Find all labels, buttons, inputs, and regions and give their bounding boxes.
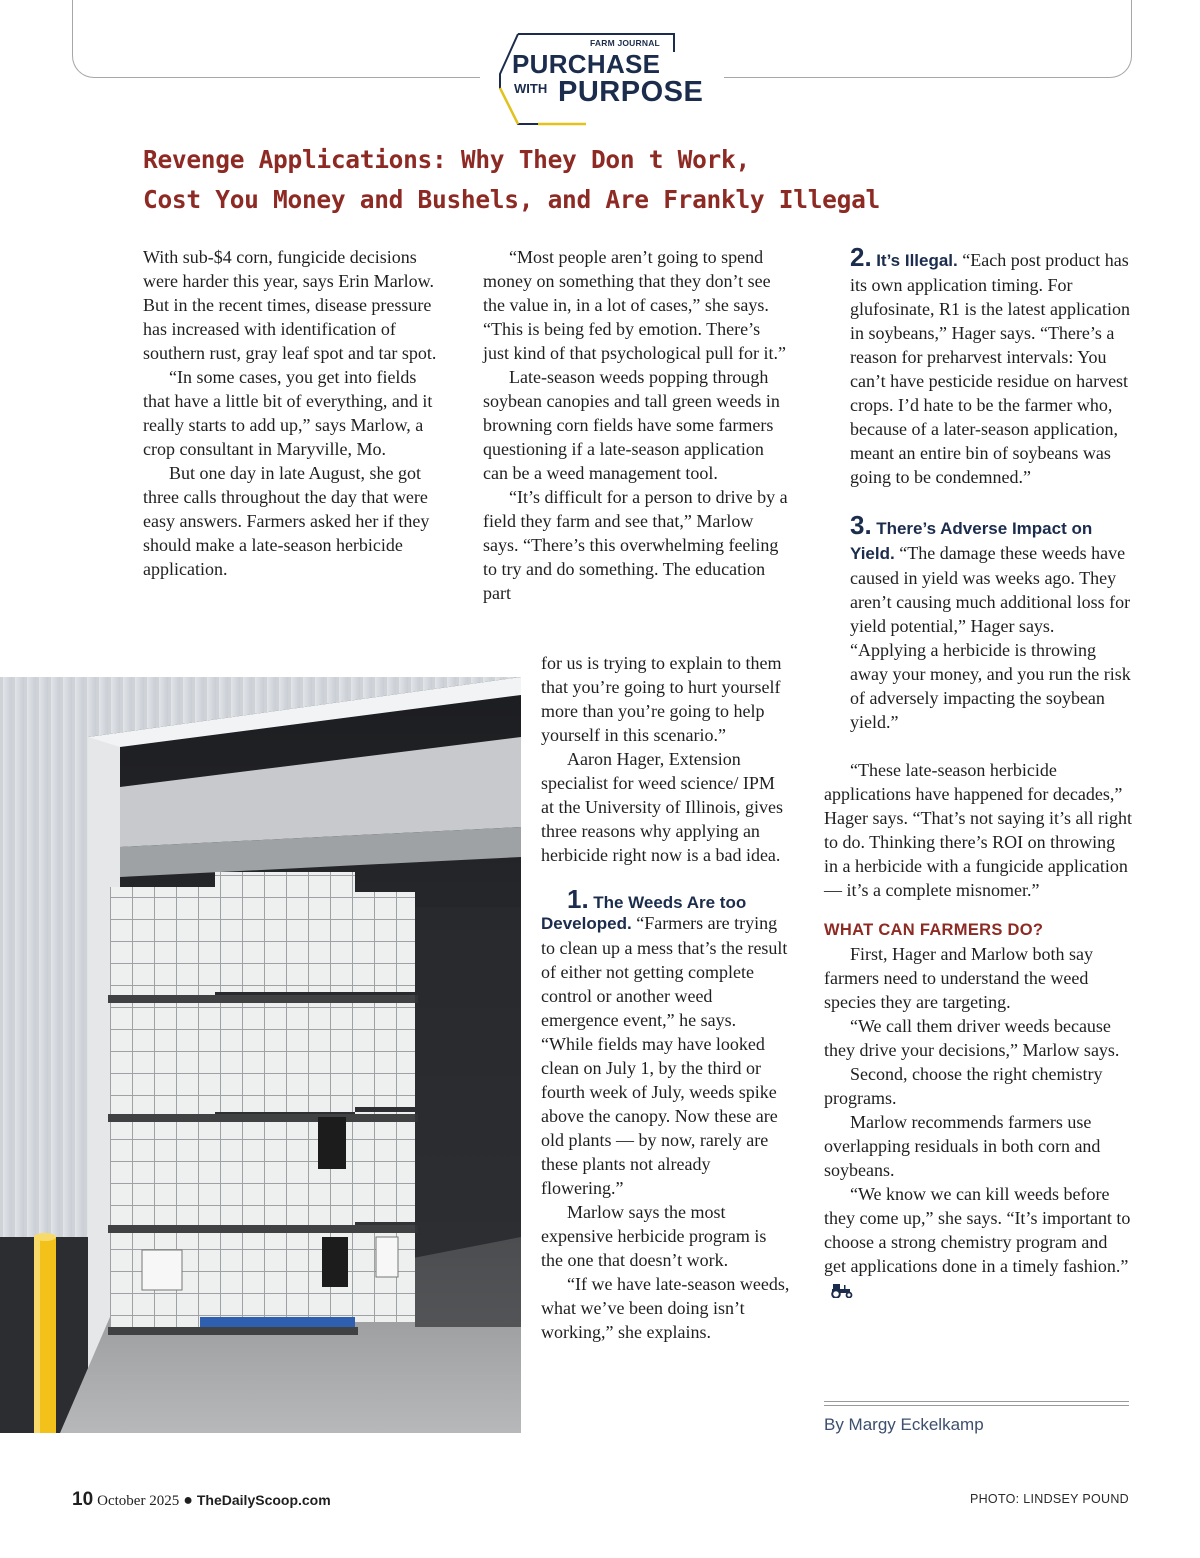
issue-date: October 2025 — [97, 1493, 180, 1509]
photo-credit: PHOTO: LINDSEY POUND — [969, 1492, 1129, 1506]
paragraph: “These late-season herbicide applications have happened for decades,” Hager says. “That’s not saying it’s all right to do. Thinking there’s ROI on throwing in a herbicide with a fungicide application — it’s a complete misnomer.” — [824, 760, 1132, 900]
tote-stack — [108, 872, 521, 1335]
reason-number: 2. — [850, 242, 872, 272]
bullet-separator: ● — [183, 1492, 197, 1509]
paragraph: Marlow says the most expensive herbicide program is the one that doesn’t work. — [541, 1202, 767, 1270]
logo-line-purchase: PURCHASE — [512, 49, 661, 79]
paragraph: With sub-$4 corn, fungicide decisions were harder this year, says Erin Marlow. But in the recent times, disease pressure has increased with identification of southern rust, gray leaf spot and tar spot. — [143, 247, 437, 363]
logo-line-purpose: PURPOSE — [558, 76, 704, 108]
reason-text: “The damage these weeds have caused in yield was weeks ago. They aren’t causing much additional loss for yield potential,” Hager says. “Applying a herbicide is throwing away your money, and you run the risk of adversely impacting the soybean yield.” — [850, 543, 1131, 732]
reason-heading: It’s Illegal. — [876, 251, 958, 270]
reason-number: 3. — [850, 510, 872, 540]
warehouse-photo — [0, 677, 521, 1433]
byline-rule-bottom — [824, 1405, 1129, 1406]
article-title — [143, 140, 1123, 220]
column-1 — [143, 245, 443, 581]
reason-heading: There’s Adverse Impact on Yield. — [850, 519, 1093, 563]
reason-3 — [824, 510, 1132, 734]
paragraph: Late-season weeds popping through soybean canopies and tall green weeds in browning corn fields have some farmers questioning if a late-season application can be a weed management tool. — [483, 367, 780, 483]
reason-text: “Each post product has its own application timing. For glufosinate, R1 is the latest application in soybeans,” Hager says. “There’s a reason for preharvest intervals: You can’t have pesticide residue on harvest crops. I’d hate to be the farmer who, because of a later-season application, meant an entire bin of soybeans was going to be condemned.” — [850, 250, 1130, 487]
warehouse-totes-illustration — [0, 677, 521, 1433]
paragraph: “If we have late-season weeds, what we’ve been doing isn’t working,” she explains. — [541, 1274, 790, 1342]
column-2-top — [483, 245, 789, 605]
paragraph: But one day in late August, she got three calls throughout the day that were easy answers. Farmers asked her if they should make a late-season herbicide application. — [143, 463, 430, 579]
page-number: 10 — [72, 1489, 94, 1510]
reason-heading-first: The Weeds Are too — [593, 893, 747, 912]
logo-word-with: WITH — [514, 81, 548, 96]
byline: By Margy Eckelkamp — [824, 1415, 984, 1434]
reason-number: 1. — [567, 884, 589, 914]
paragraph: “It’s difficult for a person to drive by a field they farm and see that,” Marlow says. “There’s this overwhelming feeling to try and do something. The education part — [483, 487, 788, 603]
paragraph: Aaron Hager, Extension specialist for weed science/ IPM at the University of Illinois, gives three reasons why applying an herbicide right now is a bad idea. — [541, 749, 783, 865]
spacer — [824, 902, 1132, 918]
paragraph: “Most people aren’t going to spend money on something that they don’t see the value in, in a lot of cases,” she says. “This is being fed by emotion. There’s just kind of that psychological pull for it.” — [483, 247, 786, 363]
column-3 — [824, 242, 1132, 1302]
spacer — [824, 734, 1132, 758]
paragraph: Marlow recommends farmers use overlapping residuals in both corn and soybeans. — [824, 1112, 1101, 1180]
reason-heading-rest: Developed. — [541, 914, 632, 933]
paragraph-text: “We know we can kill weeds before they come up,” she says. “It’s important to choose a strong chemistry program and get applications done in a timely fashion.” — [824, 1184, 1131, 1276]
tractor-icon — [830, 1282, 856, 1298]
reason-2 — [824, 242, 1132, 489]
byline-rule-top — [824, 1401, 1129, 1402]
website-link[interactable]: TheDailyScoop.com — [196, 1492, 331, 1508]
paragraph: “In some cases, you get into fields that have a little bit of everything, and it really starts to add up,” says Marlow, a crop consultant in Maryville, Mo. — [143, 367, 433, 459]
column-2-bottom — [541, 651, 791, 1344]
paragraph-final — [824, 1182, 1132, 1302]
paragraph: Second, choose the right chemistry programs. — [824, 1064, 1103, 1108]
brand-name: FARM JOURNAL — [590, 38, 660, 48]
title-line-1: Revenge Applications: Why They Don t Work, — [143, 145, 750, 174]
section-heading: WHAT CAN FARMERS DO? — [824, 921, 1044, 939]
page-footer — [72, 1489, 331, 1511]
paragraph: First, Hager and Marlow both say farmers need to understand the weed species they are targeting. — [824, 944, 1093, 1012]
reason-text: “Farmers are trying to clean up a mess that’s the result of either not getting complete control or another weed emergence event,” he says. “While fields may have looked clean on July 1, by the third or fourth week of July, weeds spike above the canopy. Now these are old plants — by now, rarely are these plants not already flowering.” — [541, 913, 788, 1198]
paragraph: for us is trying to explain to them that you’re going to hurt yourself more than you’re going to help yourself in this scenario.” — [541, 653, 782, 745]
title-line-2: Cost You Money and Bushels, and Are Frankly Illegal — [143, 185, 880, 214]
paragraph: “We call them driver weeds because they drive your decisions,” Marlow says. — [824, 1016, 1120, 1060]
purchase-with-purpose-logo — [498, 30, 708, 130]
reason-1-body — [541, 911, 791, 1200]
